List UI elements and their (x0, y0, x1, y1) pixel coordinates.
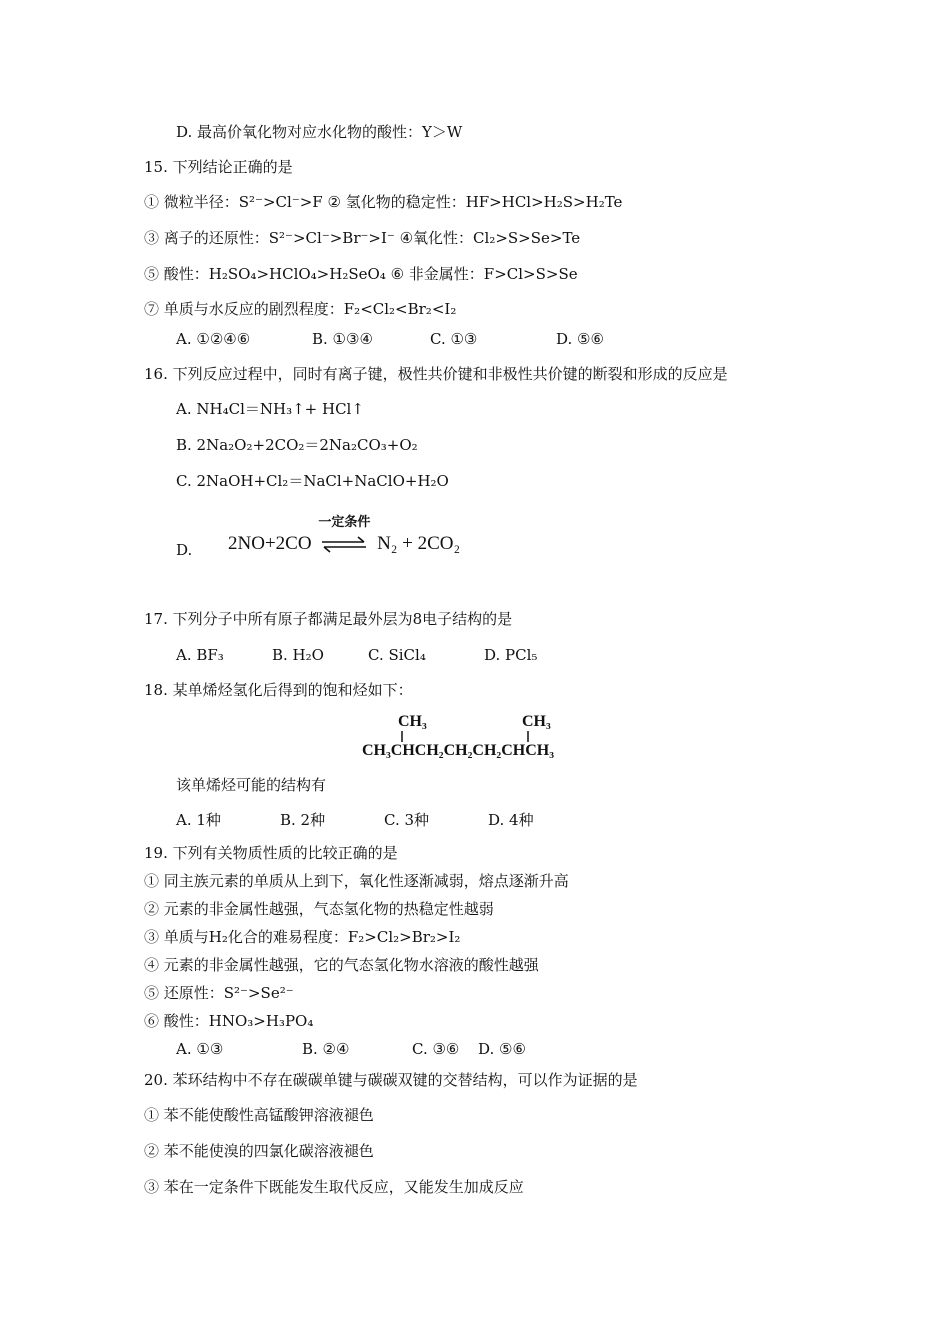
q17-option-a: A. BF₃ (176, 646, 224, 664)
methyl-branch-left: CH₃ (398, 713, 427, 730)
reaction-condition: 一定条件 (318, 514, 371, 530)
methyl-branch-right: CH₃ (522, 713, 551, 730)
q15-statement-7: ⑦ 单质与水反应的剧烈程度：F₂<Cl₂<Br₂<I₂ (144, 300, 457, 318)
q16-option-c: C. 2NaOH+Cl₂＝NaCl+NaClO+H₂O (176, 472, 449, 490)
q16-option-d-label: D. (176, 541, 193, 559)
main-chain: CH₃CHCH₂CH₂CH₂CHCH₃ (362, 742, 554, 759)
q19-statement-3: ③ 单质与H₂化合的难易程度：F₂>Cl₂>Br₂>I₂ (144, 928, 461, 946)
q17-option-b: B. H₂O (272, 646, 324, 664)
q15-stem: 15. 下列结论正确的是 (144, 158, 293, 176)
q20-statement-1: ① 苯不能使酸性高锰酸钾溶液褪色 (144, 1106, 374, 1124)
q18-question: 该单烯烃可能的结构有 (176, 776, 327, 794)
q19-option-b: B. ②④ (302, 1040, 350, 1058)
q19-option-a: A. ①③ (176, 1040, 224, 1058)
q19-statement-5: ⑤ 还原性：S²⁻>Se²⁻ (144, 984, 294, 1002)
q16-option-b: B. 2Na₂O₂+2CO₂＝2Na₂CO₃+O₂ (176, 436, 418, 454)
q16-option-d-equation (228, 514, 461, 555)
q18-structure (362, 708, 592, 764)
q19-statement-1: ① 同主族元素的单质从上到下，氧化性逐渐减弱，熔点逐渐升高 (144, 872, 569, 890)
q19-stem: 19. 下列有关物质性质的比较正确的是 (144, 844, 398, 862)
q17-option-c: C. SiCl₄ (368, 646, 426, 664)
equilibrium-arrow-icon (320, 535, 368, 555)
q19-option-d: D. ⑤⑥ (478, 1040, 526, 1058)
q18-option-d: D. 4种 (488, 811, 534, 829)
q20-statement-2: ② 苯不能使溴的四氯化碳溶液褪色 (144, 1142, 374, 1160)
q18-option-a: A. 1种 (176, 811, 221, 829)
q18-option-c: C. 3种 (384, 811, 430, 829)
q15-option-a: A. ①②④⑥ (176, 330, 251, 348)
q15-statement-3-4: ③ 离子的还原性：S²⁻>Cl⁻>Br⁻>I⁻ ④氧化性：Cl₂>S>Se>Te (144, 229, 581, 247)
q20-stem: 20. 苯环结构中不存在碳碳单键与碳碳双键的交替结构，可以作为证据的是 (144, 1071, 638, 1089)
q15-statement-1-2: ① 微粒半径：S²⁻>Cl⁻>F ② 氢化物的稳定性：HF>HCl>H₂S>H₂Te (144, 193, 623, 211)
q19-options (176, 1039, 526, 1059)
q19-statement-6: ⑥ 酸性：HNO₃>H₃PO₄ (144, 1012, 314, 1030)
q18-option-b: B. 2种 (280, 811, 326, 829)
q16-stem: 16. 下列反应过程中，同时有离子键，极性共价键和非极性共价键的断裂和形成的反应是 (144, 365, 728, 383)
q15-options (176, 329, 604, 349)
q19-statement-2: ② 元素的非金属性越强，气态氢化物的热稳定性越弱 (144, 900, 494, 918)
q17-options (176, 645, 537, 665)
q15-statement-5-6: ⑤ 酸性：H₂SO₄>HClO₄>H₂SeO₄ ⑥ 非金属性：F>Cl>S>Se (144, 265, 578, 283)
q15-option-d: D. ⑤⑥ (556, 330, 604, 348)
q15-option-b: B. ①③④ (312, 330, 373, 348)
q18-stem: 18. 某单烯烃氢化后得到的饱和烃如下： (144, 681, 413, 699)
q19-statement-4: ④ 元素的非金属性越强，它的气态氢化物水溶液的酸性越强 (144, 956, 539, 974)
equation-products: N₂ + 2CO₂ (377, 533, 461, 554)
q17-option-d: D. PCl₅ (484, 646, 538, 664)
reversible-arrow (318, 514, 371, 555)
q15-option-c: C. ①③ (430, 330, 478, 348)
q18-options (176, 810, 534, 830)
q20-statement-3: ③ 苯在一定条件下既能发生取代反应，又能发生加成反应 (144, 1178, 524, 1196)
q17-stem: 17. 下列分子中所有原子都满足最外层为8电子结构的是 (144, 610, 513, 628)
equation-reactants: 2NO+2CO (228, 533, 312, 554)
q16-option-a: A. NH₄Cl＝NH₃↑+ HCl↑ (176, 400, 364, 418)
q19-option-c: C. ③⑥ (412, 1040, 460, 1058)
q14-option-d: D. 最高价氧化物对应水化物的酸性：Y＞W (176, 123, 463, 141)
